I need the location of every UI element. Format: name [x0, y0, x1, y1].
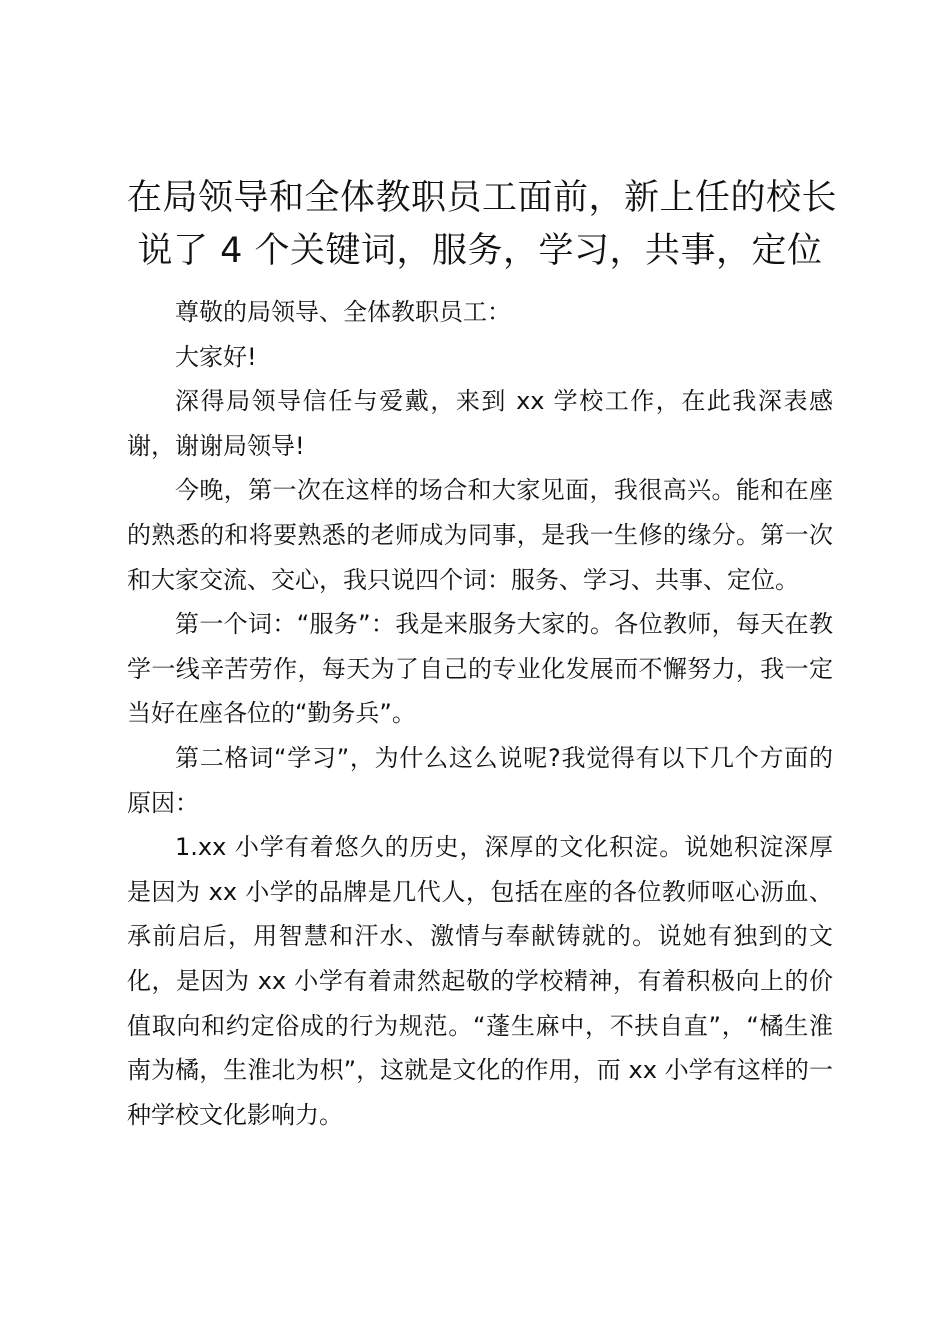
- body-paragraph: 第一个词：“服务”：我是来服务大家的。各位教师，每天在教学一线辛苦劳作，每天为了自己的专业化发展而不懈努力，我一定当好在座各位的“勤务兵”。: [127, 610, 833, 728]
- body-paragraph: 深得局领导信任与爱戴，来到 xx 学校工作，在此我深表感谢，谢谢局领导!: [127, 387, 833, 460]
- body-paragraph: 第二格词“学习”，为什么这么说呢?我觉得有以下几个方面的原因：: [127, 743, 833, 817]
- greeting-paragraph: 大家好!: [175, 342, 257, 371]
- document-body: [127, 290, 833, 1137]
- title-line-2: 说了 4 个关键词，服务，学习，共事，定位: [137, 231, 823, 271]
- salutation-paragraph: 尊敬的局领导、全体教职员工：: [175, 298, 511, 326]
- document-page: [127, 172, 838, 1137]
- body-paragraph: 今晚，第一次在这样的场合和大家见面，我很高兴。能和在座的熟悉的和将要熟悉的老师成为同事，是我一生修的缘分。第一次和大家交流、交心，我只说四个词：服务、学习、共事、定位。: [127, 476, 833, 594]
- title-line-1: 在局领导和全体教职员工面前，新上任的校长: [127, 178, 838, 218]
- document-title: [127, 172, 838, 278]
- body-paragraph: 1.xx 小学有着悠久的历史，深厚的文化积淀。说她积淀深厚是因为 xx 小学的品牌是几代人，包括在座的各位教师呕心沥血、承前启后，用智慧和汗水、激情与奉献铸就的。说她有独到的文化，是因为 xx 小学有着肃然起敬的学校精神，有着积极向上的价值取向和约定俗成的行为规范。“蓬生麻中，不扶自直”，“橘生淮南为橘，生淮北为枳”，这就是文化的作用，而 xx 小学有这样的一种学校文化影响力。: [127, 833, 833, 1129]
